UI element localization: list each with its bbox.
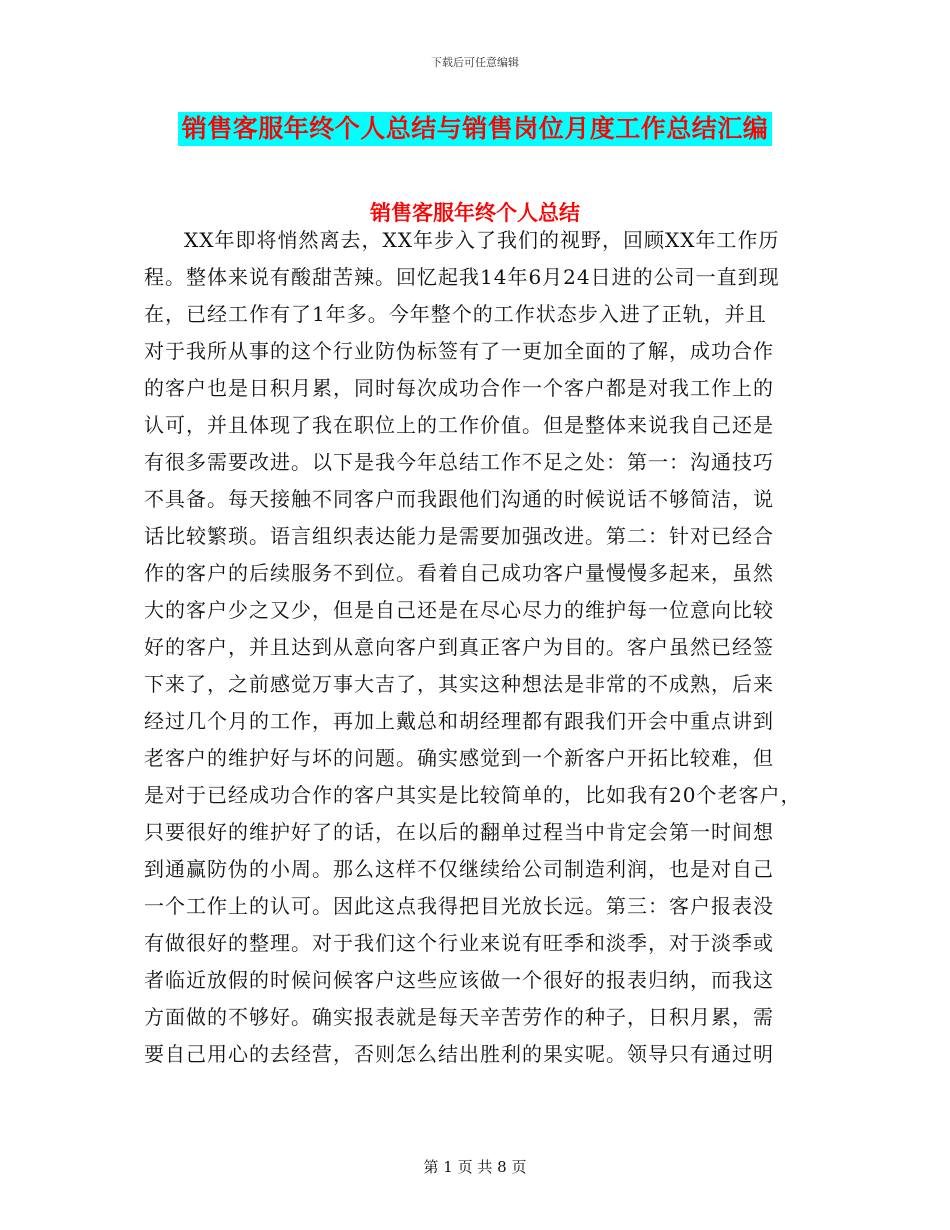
body-text	[144, 222, 812, 1073]
body-line: 是对于已经成功合作的客户其实是比较简单的，比如我有20个老客户，	[144, 783, 802, 807]
body-line: 下来了，之前感觉万事大吉了，其实这种想法是非常的不成熟，后来	[144, 672, 774, 696]
body-line: 老客户的维护好与坏的问题。确实感觉到一个新客户开拓比较难，但	[144, 746, 774, 770]
body-line: 程。整体来说有酸甜苦辣。回忆起我14年6月24日进的公司一直到现	[144, 265, 780, 289]
body-line: 话比较繁琐。语言组织表达能力是需要加强改进。第二：针对已经合	[144, 524, 774, 548]
body-line: 方面做的不够好。确实报表就是每天辛苦劳作的种子，日积月累，需	[144, 1005, 774, 1029]
body-line: 大的客户少之又少，但是自己还是在尽心尽力的维护每一位意向比较	[144, 598, 774, 622]
body-line: 有很多需要改进。以下是我今年总结工作不足之处：第一：沟通技巧	[144, 450, 774, 474]
body-line: 的客户也是日积月累，同时每次成功合作一个客户都是对我工作上的	[144, 376, 774, 400]
body-line: 要自己用心的去经营，否则怎么结出胜利的果实呢。领导只有通过明	[144, 1042, 774, 1066]
body-line: 认可，并且体现了我在职位上的工作价值。但是整体来说我自己还是	[144, 413, 774, 437]
body-line: 在，已经工作有了1年多。今年整个的工作状态步入进了正轨，并且	[144, 302, 767, 326]
body-line: 好的客户，并且达到从意向客户到真正客户为目的。客户虽然已经签	[144, 635, 774, 659]
body-line: 有做很好的整理。对于我们这个行业来说有旺季和淡季，对于淡季或	[144, 931, 774, 955]
body-line: 不具备。每天接触不同客户而我跟他们沟通的时候说话不够简洁，说	[144, 487, 774, 511]
body-line: 者临近放假的时候问候客户这些应该做一个很好的报表归纳，而我这	[144, 968, 774, 992]
body-line: 到通赢防伪的小周。那么这样不仅继续给公司制造利润，也是对自己	[144, 857, 774, 881]
page-footer: 第 1 页 共 8 页	[423, 1158, 527, 1176]
section-title: 销售客服年终个人总结	[370, 201, 580, 225]
document-title-wrap	[0, 112, 950, 146]
body-line: 对于我所从事的这个行业防伪标签有了一更加全面的了解，成功合作	[144, 339, 774, 363]
body-line: 一个工作上的认可。因此这点我得把目光放长远。第三：客户报表没	[144, 894, 774, 918]
body-line: XX年即将悄然离去，XX年步入了我们的视野，回顾XX年工作历	[184, 228, 780, 252]
body-line: 经过几个月的工作，再加上戴总和胡经理都有跟我们开会中重点讲到	[144, 709, 774, 733]
body-line: 只要很好的维护好了的话，在以后的翻单过程当中肯定会第一时间想	[144, 820, 774, 844]
body-line: 作的客户的后续服务不到位。看着自己成功客户量慢慢多起来，虽然	[144, 561, 774, 585]
document-title: 销售客服年终个人总结与销售岗位月度工作总结汇编	[178, 112, 773, 146]
header-note: 下载后可任意编辑	[431, 56, 519, 69]
